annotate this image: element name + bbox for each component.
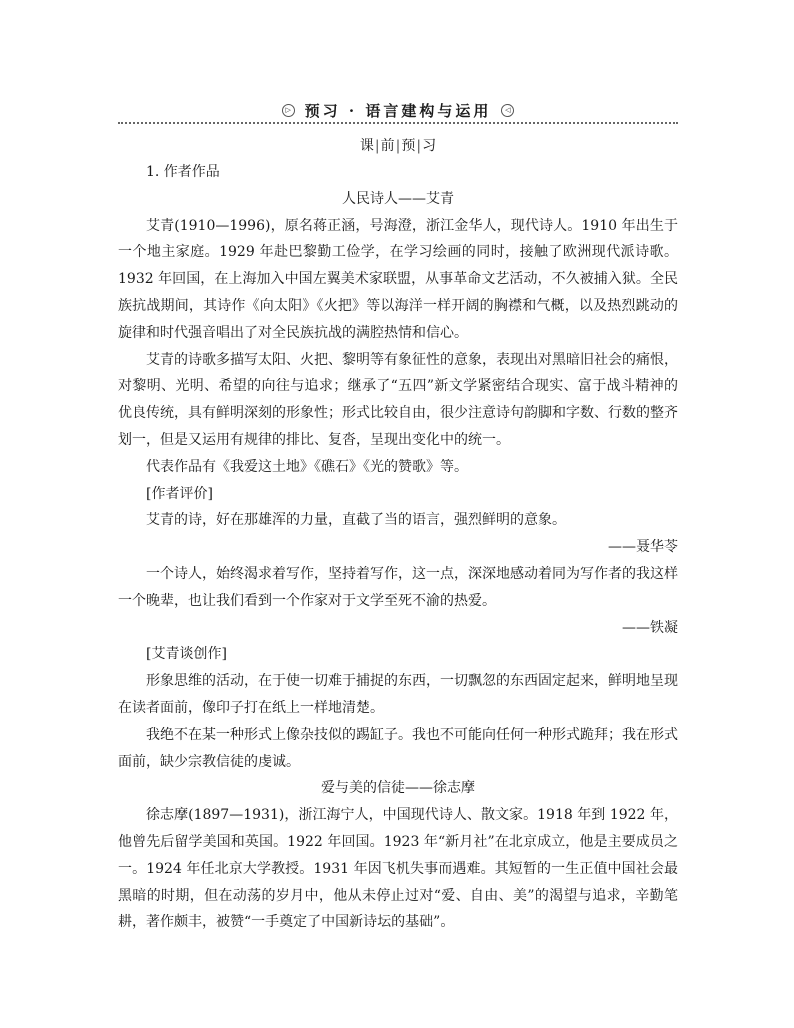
subtitle-char: 预 <box>401 138 416 154</box>
talk-paragraph: 形象思维的活动，在于使一切难于捕捉的东西，一切飘忽的东西固定起来，鲜明地呈现在读者面前，像印子打在纸上一样地清楚。 <box>118 673 678 716</box>
section-heading: 人民诗人——艾青 <box>342 190 454 207</box>
section-heading: 爱与美的信徒——徐志摩 <box>321 780 475 797</box>
dotted-divider <box>118 122 678 124</box>
talk-paragraph: 我绝不在某一种形式上像杂技似的踢缸子。我也不可能向任何一种形式跪拜；我在形式面前，缺少宗教信徒的虔诚。 <box>118 726 678 770</box>
play-left-icon: ◁ <box>501 104 514 117</box>
review-text: 一个诗人，始终渴求着写作，坚持着写作，这一点，深深地感动着同为写作者的我这样一个晚辈，也让我们看到一个作家对于文学至死不渝的热爱。 <box>118 565 678 609</box>
subtitle: 课|前|预|习 <box>359 138 437 154</box>
section-banner <box>118 98 678 130</box>
talk-label: [艾青谈创作] <box>146 646 227 663</box>
review-author: ——铁凝 <box>622 619 678 636</box>
subtitle-char: 前 <box>380 138 395 154</box>
paragraph: 徐志摩(1897—1931)，浙江海宁人，中国现代诗人、散文家。1918 年到 1922 年，他曾先后留学美国和英国。1922 年回国。1923 年“新月社”在北京成立，他是主要成员之一。1924 年任北京大学教授。1931 年因飞机失事而遇难。其短暂的一生正值中国社会最黑暗的时期，但在动荡的岁月中，他从未停止过对“爱、自由、美”的渴望与追求，辛勤笔耕，著作颇丰，被赞“一手奠定了中国新诗坛的基础”。 <box>118 807 678 931</box>
paragraph: 艾青的诗歌多描写太阳、火把、黎明等有象征性的意象，表现出对黑暗旧社会的痛恨，对黎明、光明、希望的向往与追求；继承了“五四”新文学紧密结合现实、富于战斗精神的优良传统，具有鲜明深刻的形象性；形式比较自由，很少注意诗句韵脚和字数、行数的整齐划一，但是又运用有规律的排比、复沓，呈现出变化中的统一。 <box>118 351 678 448</box>
subtitle-char: 课 <box>359 138 374 154</box>
subtitle-char: 习 <box>422 138 437 154</box>
banner-title: 预习 · 语言建构与运用 <box>304 101 492 120</box>
content-area <box>118 98 678 936</box>
review-label: [作者评价] <box>146 485 213 502</box>
paragraph: 代表作品有《我爱这土地》《礁石》《光的赞歌》等。 <box>146 458 468 475</box>
paragraph: 艾青(1910—1996)，原名蒋正涵，号海澄，浙江金华人，现代诗人。1910 年出生于一个地主家庭。1929 年赴巴黎勤工俭学，在学习绘画的同时，接触了欧洲现代派诗歌。1932 年回国，在上海加入中国左翼美术家联盟，从事革命文艺活动，不久被捕入狱。全民族抗战期间，其诗作《向太阳》《火把》等以海洋一样开阔的胸襟和气概，以及热烈跳动的旋律和时代强音唱出了对全民族抗战的满腔热情和信心。 <box>118 217 678 341</box>
item-title: 1. 作者作品 <box>146 164 220 180</box>
review-author: ——聂华苓 <box>608 539 678 556</box>
play-right-icon: ▷ <box>282 104 295 117</box>
review-text: 艾青的诗，好在那雄浑的力量，直截了当的语言，强烈鲜明的意象。 <box>146 512 566 529</box>
